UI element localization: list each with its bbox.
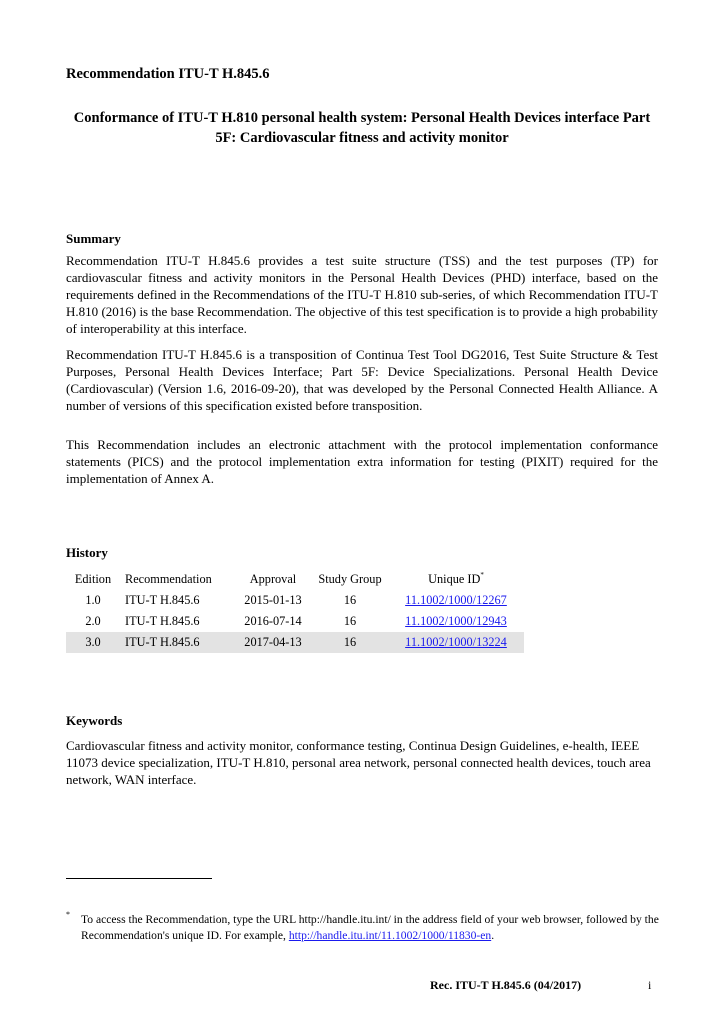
table-row (66, 611, 524, 632)
table-row (66, 632, 524, 653)
footnote-text-before: To access the Recommendation, type the URL http://handle.itu.int/ in the address field of your web browser, followed by the Recommendation's unique ID. For example, (81, 913, 659, 942)
footnote-text (81, 912, 661, 944)
keywords-text: Cardiovascular fitness and activity monitor, conformance testing, Continua Design Guidelines, e-health, IEEE 11073 device specialization, ITU-T H.810, personal area network, personal connected health devices, touch area network, WAN interface. (66, 738, 651, 787)
unique-id-link[interactable]: 11.1002/1000/13224 (405, 635, 507, 649)
unique-id-label: Unique ID (428, 571, 481, 586)
table-row (66, 590, 524, 611)
col-recommendation: Recommendation (125, 571, 212, 586)
footnote-link[interactable]: http://handle.itu.int/11.1002/1000/11830-en (288, 929, 492, 942)
unique-id-link[interactable]: 11.1002/1000/12943 (405, 614, 507, 628)
study-group-cell: 16 (343, 614, 357, 628)
col-unique-id (388, 568, 524, 590)
approval-cell: 2015-01-13 (244, 593, 302, 607)
recommendation-cell: ITU-T H.845.6 (125, 614, 200, 628)
recommendation-title: Recommendation ITU-T H.845.6 (66, 66, 270, 82)
keywords-heading: Keywords (66, 713, 123, 728)
recommendation-cell: ITU-T H.845.6 (120, 632, 234, 653)
study-group-cell: 16 (343, 593, 357, 607)
col-approval: Approval (249, 571, 297, 586)
col-edition: Edition (74, 571, 112, 586)
edition-cell: 1.0 (85, 593, 101, 607)
study-group-cell: 16 (312, 632, 388, 653)
unique-id-cell (388, 590, 524, 611)
edition-cell: 2.0 (85, 614, 101, 628)
approval-cell: 2017-04-13 (234, 632, 312, 653)
footnote-text-after: . (491, 929, 495, 942)
summary-paragraph-3: This Recommendation includes an electronic attachment with the protocol implementation conformance statements (PICS) and the protocol implementation extra information for testing (PIXIT) required for the implementation of Annex A. (66, 437, 658, 486)
unique-id-footnote-mark: * (480, 570, 484, 579)
footnote-separator (66, 878, 212, 879)
history-heading: History (66, 545, 108, 560)
footnote-mark: * (66, 910, 70, 919)
edition-cell: 3.0 (66, 632, 120, 653)
unique-id-cell (388, 632, 524, 653)
summary-paragraph-2: Recommendation ITU-T H.845.6 is a transposition of Continua Test Tool DG2016, Test Suite Structure & Test Purposes, Personal Health Devices Interface; Part 5F: Device Specializations. Personal Health Device (Cardiovascular) (Version 1.6, 2016-09-20), that was developed by the Personal Connected Health Alliance. A number of versions of this specification existed before transposition. (66, 347, 658, 413)
footer-reference: Rec. ITU-T H.845.6 (04/2017) (430, 978, 582, 992)
summary-heading: Summary (66, 231, 121, 246)
history-table (66, 568, 524, 653)
unique-id-link[interactable]: 11.1002/1000/12267 (405, 593, 507, 607)
recommendation-cell: ITU-T H.845.6 (125, 593, 200, 607)
summary-paragraph-1: Recommendation ITU-T H.845.6 provides a test suite structure (TSS) and the test purposes (TP) for cardiovascular fitness and activity monitors in the Personal Health Devices (PHD) interface, based on the requirements defined in the Recommendations of the ITU-T H.810 sub-series, of which Recommendation ITU-T H.810 (2016) is the base Recommendation. The objective of this test specification is to provide a high probability of interoperability at this interface. (66, 253, 658, 336)
history-table-header (66, 568, 524, 590)
col-study-group: Study Group (318, 571, 382, 586)
approval-cell: 2016-07-14 (244, 614, 302, 628)
unique-id-cell (388, 611, 524, 632)
document-title: Conformance of ITU-T H.810 personal health system: Personal Health Devices interface Part 5F: Cardiovascular fitness and activity monitor (73, 110, 651, 146)
page-number: i (648, 978, 652, 992)
